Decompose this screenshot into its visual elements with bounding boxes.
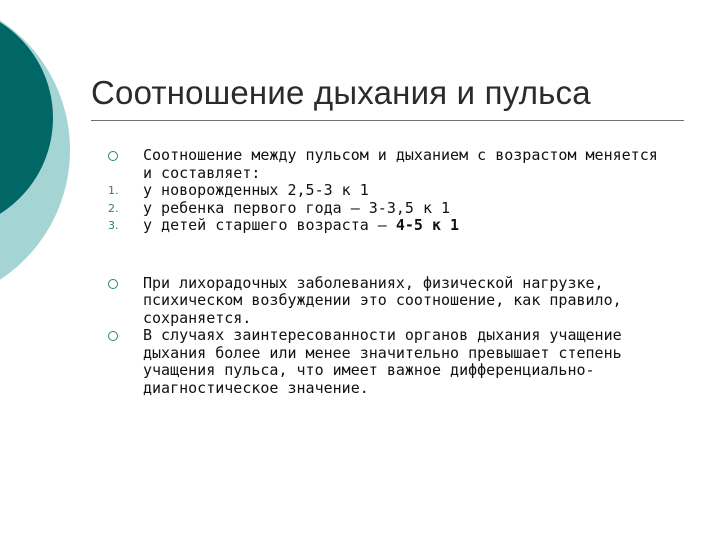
- bullet-text: При лихорадочных заболеваниях, физической нагрузке, психическом возбуждении это соотношение, как правило, сохраняется.: [143, 273, 622, 327]
- circle-bullet-icon: [108, 327, 136, 346]
- bullet-item-respiratory: [108, 327, 668, 397]
- intro-text: Соотношение между пульсом и дыханием с возрастом меняется и составляет:: [143, 146, 658, 182]
- item-number: 2.: [108, 201, 119, 215]
- light-teal-circle: [0, 0, 70, 305]
- bullet-item-intro: [108, 147, 668, 182]
- circle-bullet-icon: [108, 275, 136, 294]
- ratio-bold: 4-5 к 1: [395, 216, 460, 234]
- numbered-item-2: [108, 200, 668, 218]
- item-text: у новорожденных 2,5-3 к 1: [143, 181, 369, 199]
- slide-content: [108, 147, 668, 397]
- item-number: 1.: [108, 184, 119, 197]
- bullet-item-fever: [108, 275, 668, 328]
- item-text: у детей старшего возраста —: [143, 216, 396, 234]
- numbered-item-3: [108, 217, 668, 235]
- title-divider: [91, 120, 684, 121]
- item-number: 3.: [108, 219, 119, 232]
- circle-bullet-icon: [108, 147, 136, 166]
- numbered-item-1: [108, 182, 668, 200]
- bullet-text: В случаях заинтересованности органов дыхания учащение дыхания более или менее значительно превышает степень учащения пульса, что имеет важное дифференциально-диагностическое значение.: [143, 326, 622, 397]
- slide-title: Соотношение дыхания и пульса: [91, 74, 591, 111]
- dark-teal-circle: [0, 5, 53, 231]
- item-text: у ребенка первого года — 3-3,5 к 1: [143, 198, 451, 217]
